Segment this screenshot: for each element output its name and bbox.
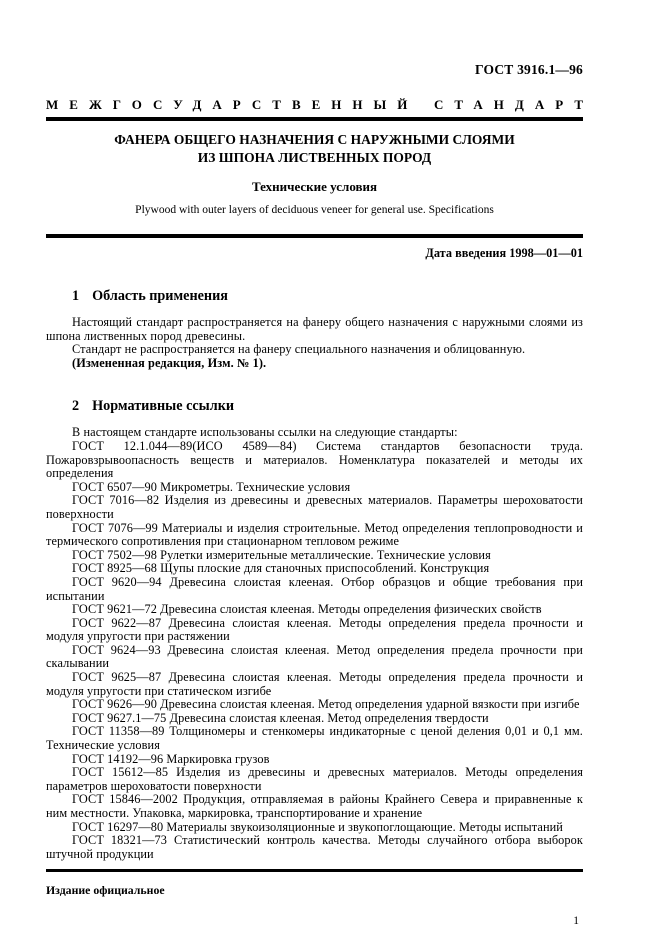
section-body	[46, 426, 583, 861]
paragraph: В настоящем стандарте использованы ссылки на следующие стандарты:	[72, 425, 458, 440]
paragraph: ГОСТ 7502—98 Рулетки измерительные металлические. Технические условия	[72, 547, 491, 562]
section-heading-2	[46, 398, 583, 414]
paragraph: ГОСТ 9627.1—75 Древесина слоистая клееная. Метод определения твердости	[72, 710, 489, 725]
paragraph: ГОСТ 16297—80 Материалы звукоизоляционные и звукопоглощающие. Методы испытаний	[72, 819, 563, 834]
paragraph: ГОСТ 14192—96 Маркировка грузов	[72, 751, 270, 766]
standard-type-heading	[46, 97, 594, 112]
paragraph: ГОСТ 9625—87 Древесина слоистая клееная. Методы определения предела прочности и модуля упругости при статическом изгибе	[46, 670, 583, 698]
paragraph: (Измененная редакция, Изм. № 1).	[72, 355, 267, 370]
paragraph: ГОСТ 9626—90 Древесина слоистая клееная. Метод определения ударной вязкости при изгибе	[72, 697, 580, 712]
section-number: 1	[72, 288, 80, 304]
standard-type-word: МЕЖГОСУДАРСТВЕННЫЙ	[46, 97, 419, 112]
paragraph: Настоящий стандарт распространяется на фанеру общего назначения с наружными слоями из шпона лиственных пород древесины.	[46, 315, 583, 343]
subtitle-en: Plywood with outer layers of deciduous veneer for general use. Specifications	[135, 204, 494, 216]
section-title: Нормативные ссылки	[92, 398, 235, 415]
page-number: 1	[573, 915, 579, 928]
paragraph: ГОСТ 15612—85 Изделия из древесины и древесных материалов. Методы определения параметров шероховатости поверхности	[46, 765, 583, 793]
footer-rule	[46, 869, 583, 872]
title-block-rule	[46, 234, 583, 238]
paragraph: ГОСТ 9620—94 Древесина слоистая клееная. Отбор образцов и общие требования при испытании	[46, 574, 583, 603]
section-heading-1	[46, 288, 583, 304]
paragraph: ГОСТ 11358—89 Толщиномеры и стенкомеры индикаторные с ценой деления 0,01 и 0,1 мм. Технические условия	[46, 724, 583, 753]
doc-number: ГОСТ 3916.1—96	[475, 62, 583, 77]
paragraph: ГОСТ 18321—73 Статистический контроль качества. Методы случайного отбора выборок штучной продукции	[46, 833, 583, 861]
header-rule	[46, 117, 583, 121]
document-title-line2: ИЗ ШПОНА ЛИСТВЕННЫХ ПОРОД	[197, 149, 432, 165]
paragraph: ГОСТ 9622—87 Древесина слоистая клееная. Методы определения предела прочности и модуля упругости при растяжении	[46, 615, 583, 644]
sections-container	[46, 288, 583, 861]
paragraph: ГОСТ 7016—82 Изделия из древесины и древесных материалов. Параметры шероховатости поверхности	[46, 493, 583, 521]
paragraph: ГОСТ 12.1.044—89(ИСО 4589—84) Система стандартов безопасности труда. Пожаровзрывоопасность веществ и материалов. Номенклатура показателей и методы их определения	[46, 438, 583, 481]
standard-type-word: СТАНДАРТ	[433, 97, 594, 112]
paragraph: ГОСТ 9624—93 Древесина слоистая клееная. Метод определения предела прочности при скалывании	[46, 642, 583, 671]
section-body	[46, 316, 583, 370]
paragraph: Стандарт не распространяется на фанеру специального назначения и облицованную.	[72, 342, 526, 357]
official-edition-label: Издание официальное	[46, 883, 165, 898]
effective-date: Дата введения 1998—01—01	[425, 246, 583, 260]
paragraph: ГОСТ 8925—68 Щупы плоские для станочных приспособлений. Конструкция	[72, 561, 490, 576]
document-title	[46, 131, 583, 166]
paragraph: ГОСТ 15846—2002 Продукция, отправляемая в районы Крайнего Севера и приравненные к ним местности. Упаковка, маркировка, транспортирование и хранение	[46, 792, 583, 820]
section-number: 2	[72, 398, 80, 415]
paragraph: ГОСТ 6507—90 Микрометры. Технические условия	[72, 479, 351, 494]
paragraph: ГОСТ 7076—99 Материалы и изделия строительные. Метод определения теплопроводности и термического сопротивления при стационарном тепловом режиме	[46, 520, 583, 549]
paragraph: ГОСТ 9621—72 Древесина слоистая клееная. Методы определения физических свойств	[72, 602, 542, 617]
section-title: Область применения	[92, 288, 228, 304]
subtitle-ru: Технические условия	[251, 179, 378, 194]
document-title-line1: ФАНЕРА ОБЩЕГО НАЗНАЧЕНИЯ С НАРУЖНЫМИ СЛОЯМИ	[114, 132, 515, 147]
